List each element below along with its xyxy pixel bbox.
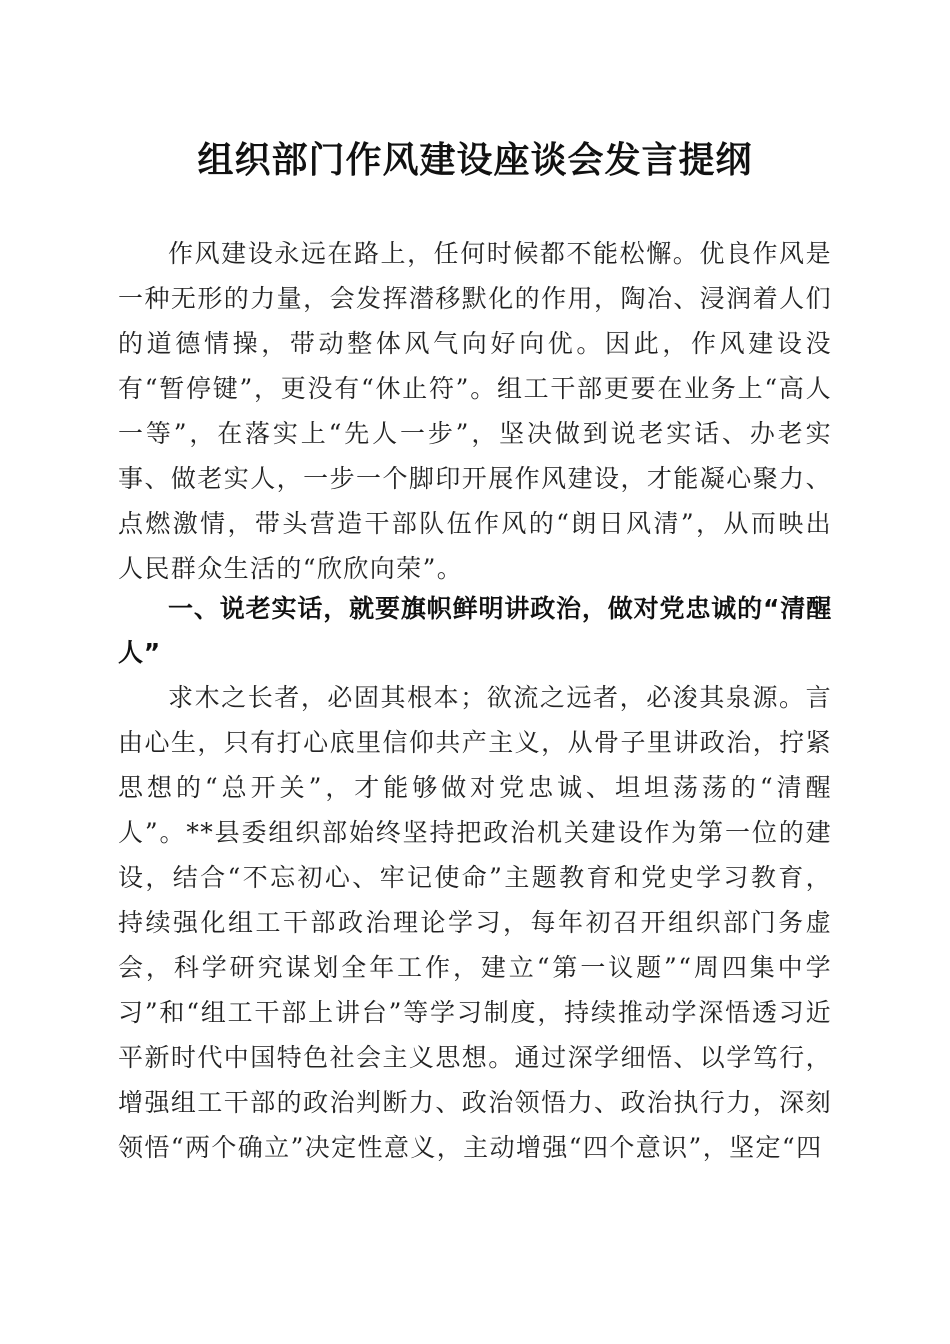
section-1-paragraph: 求木之长者，必固其根本；欲流之远者，必浚其泉源。言由心生，只有打心底里信仰共产主义，从骨子里讲政治，拧紧思想的“总开关”，才能够做对党忠诚、坦坦荡荡的“清醒人”。**县委组织部始终坚持把政治机关建设作为第一位的建设，结合“不忘初心、牢记使命”主题教育和党史学习教育，持续强化组工干部政治理论学习，每年初召开组织部门务虚会，科学研究谋划全年工作，建立“第一议题”“周四集中学习”和“组工干部上讲台”等学习制度，持续推动学深悟透习近平新时代中国特色社会主义思想。通过深学细悟、以学笃行，增强组工干部的政治判断力、政治领悟力、政治执行力，深刻领悟“两个确立”决定性意义，主动增强“四个意识”，坚定“四 bbox=[118, 683, 832, 1162]
document-title: 组织部门作风建设座谈会发言提纲 bbox=[197, 139, 753, 181]
section-1-heading: 一、说老实话，就要旗帜鲜明讲政治，做对党忠诚的“清醒人” bbox=[118, 594, 832, 667]
intro-paragraph: 作风建设永远在路上，任何时候都不能松懈。优良作风是一种无形的力量，会发挥潜移默化的作用，陶冶、浸润着人们的道德情操，带动整体风气向好向优。因此，作风建设没有“暂停键”，更没有“休止符”。组工干部更要在业务上“高人一等”，在落实上“先人一步”，坚决做到说老实话、办老实事、做老实人，一步一个脚印开展作风建设，才能凝心聚力、点燃激情，带头营造干部队伍作风的“朗日风清”，从而映出人民群众生活的“欣欣向荣”。 bbox=[118, 239, 832, 583]
